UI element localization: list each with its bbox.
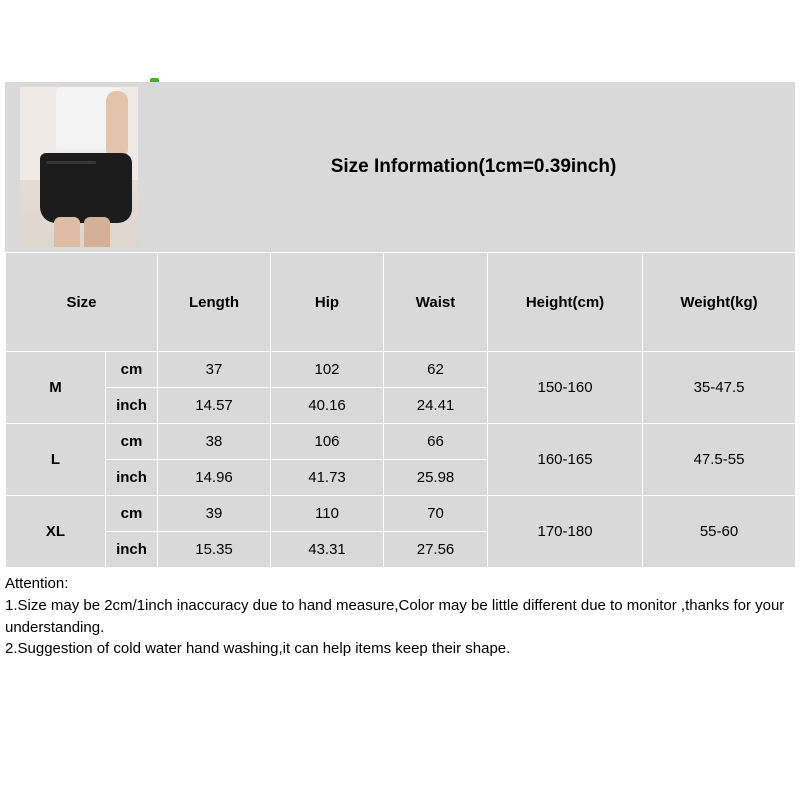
header-weight: Weight(kg) <box>643 253 796 352</box>
header-size: Size <box>6 253 158 352</box>
cell-waist-inch: 27.56 <box>384 532 488 568</box>
cell-length-inch: 14.57 <box>158 388 271 424</box>
page-title: Size Information(1cm=0.39inch) <box>330 156 617 177</box>
table-header-row <box>6 253 796 352</box>
photo-leg-right <box>84 217 110 247</box>
cell-hip-cm: 110 <box>271 496 384 532</box>
product-photo <box>20 87 138 247</box>
cell-waist-cm: 66 <box>384 424 488 460</box>
cell-hip-inch: 41.73 <box>271 460 384 496</box>
cell-height: 170-180 <box>488 496 643 568</box>
row-unit-cm: cm <box>106 424 158 460</box>
cell-hip-inch: 40.16 <box>271 388 384 424</box>
header-length: Length <box>158 253 271 352</box>
photo-leg-left <box>54 217 80 247</box>
cell-length-cm: 37 <box>158 352 271 388</box>
photo-skirt <box>40 153 132 223</box>
row-size-label: L <box>6 424 106 496</box>
cell-weight: 55-60 <box>643 496 796 568</box>
cell-hip-cm: 102 <box>271 352 384 388</box>
row-unit-cm: cm <box>106 352 158 388</box>
cell-length-cm: 39 <box>158 496 271 532</box>
cell-length-cm: 38 <box>158 424 271 460</box>
chart-title-cell <box>152 82 795 252</box>
row-unit-inch: inch <box>106 388 158 424</box>
table-row <box>6 352 796 388</box>
cell-waist-cm: 62 <box>384 352 488 388</box>
row-size-label: M <box>6 352 106 424</box>
chart-header-band <box>5 82 795 252</box>
cell-height: 150-160 <box>488 352 643 424</box>
cell-height: 160-165 <box>488 424 643 496</box>
photo-arm <box>106 91 128 159</box>
row-size-label: XL <box>6 496 106 568</box>
table-row <box>6 424 796 460</box>
row-unit-cm: cm <box>106 496 158 532</box>
attention-line-2: 2.Suggestion of cold water hand washing,it can help items keep their shape. <box>5 640 511 658</box>
row-unit-inch: inch <box>106 532 158 568</box>
header-waist: Waist <box>384 253 488 352</box>
cell-length-inch: 14.96 <box>158 460 271 496</box>
attention-block <box>5 573 795 660</box>
cell-weight: 35-47.5 <box>643 352 796 424</box>
attention-heading: Attention: <box>5 575 69 592</box>
cell-waist-inch: 24.41 <box>384 388 488 424</box>
cell-waist-cm: 70 <box>384 496 488 532</box>
product-image-cell <box>5 82 152 252</box>
cell-weight: 47.5-55 <box>643 424 796 496</box>
row-unit-inch: inch <box>106 460 158 496</box>
header-hip: Hip <box>271 253 384 352</box>
header-height: Height(cm) <box>488 253 643 352</box>
cell-hip-inch: 43.31 <box>271 532 384 568</box>
size-table <box>5 252 796 568</box>
table-row <box>6 496 796 532</box>
cell-waist-inch: 25.98 <box>384 460 488 496</box>
attention-line-1: 1.Size may be 2cm/1inch inaccuracy due to hand measure,Color may be little different due to monitor ,thanks for your understanding. <box>5 596 785 636</box>
cell-hip-cm: 106 <box>271 424 384 460</box>
cell-length-inch: 15.35 <box>158 532 271 568</box>
